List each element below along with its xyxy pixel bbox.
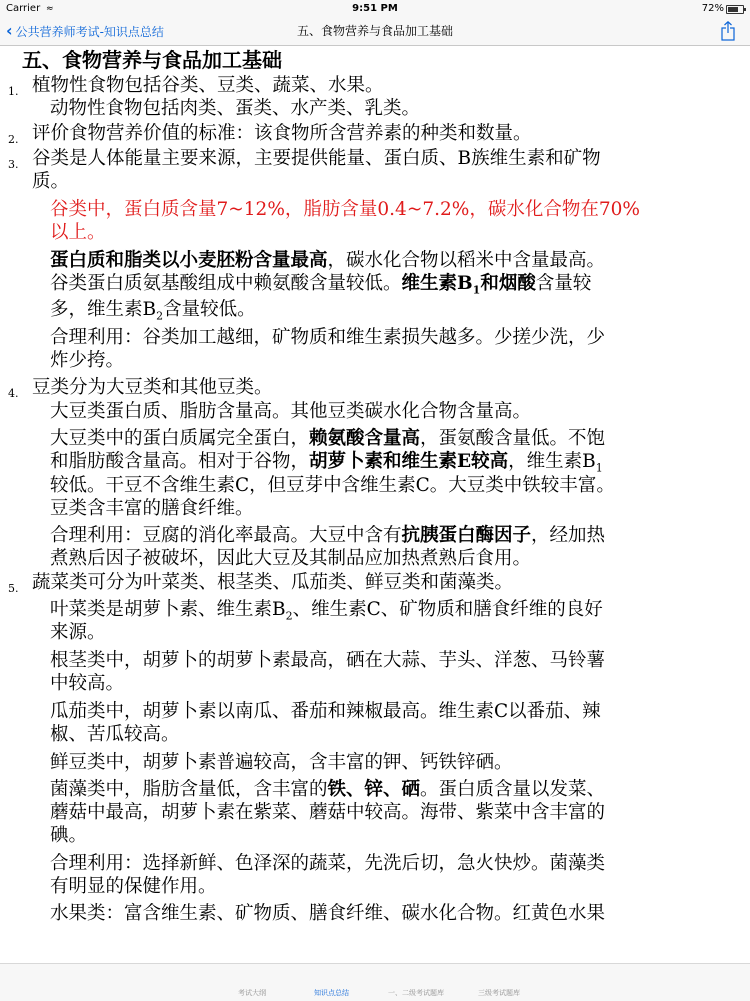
- text-span: 和脂肪酸含量高。相对于谷物，: [50, 451, 310, 472]
- carrier-label: Carrier: [6, 3, 41, 14]
- tab-knowledge-summary[interactable]: 知识点总结: [314, 989, 349, 997]
- text-span: ，碳水化合物以稻米中含量最高。: [327, 250, 606, 271]
- text-span: ，维生素B: [508, 451, 596, 472]
- text-span: 含量较: [535, 273, 592, 294]
- text-span: ，蛋氨酸含量低。不饱: [420, 428, 606, 449]
- text-span: 多，维生素B: [50, 299, 157, 320]
- article-line: 动物性食物包括肉类、蛋类、水产类、乳类。: [50, 98, 421, 119]
- bold-text: 胡萝卜素和维生素E较高: [309, 451, 509, 472]
- article-line: 蘑菇中最高，胡萝卜素在紫菜、蘑菇中较高。海带、紫菜中含丰富的: [50, 802, 606, 823]
- article-line: 鲜豆类中，胡萝卜素普遍较高，含丰富的钾、钙铁锌硒。: [50, 752, 513, 773]
- article-line: 较低。干豆不含维生素C，但豆芽中含维生素C。大豆类中铁较丰富。: [50, 475, 615, 496]
- article-line: 煮熟后因子被破坏，因此大豆及其制品应加热煮熟后食用。: [50, 548, 532, 569]
- bold-text: 铁、锌、硒: [327, 779, 421, 800]
- clock: 9:51 PM: [352, 3, 398, 14]
- article-line: [50, 427, 605, 450]
- list-number: 2.: [8, 133, 19, 146]
- article-line: 有明显的保健作用。: [50, 876, 217, 897]
- battery-icon: [726, 5, 744, 14]
- text-span: 合理利用：豆腐的消化率最高。大豆中含有: [50, 525, 402, 546]
- text-span: 、维生素C、矿物质和膳食纤维的良好: [292, 599, 603, 620]
- subscript: 2: [156, 309, 164, 323]
- subscript: 2: [285, 609, 293, 623]
- article-line: [50, 524, 605, 547]
- text-span: 大豆类中的蛋白质属完全蛋白，: [50, 428, 310, 449]
- list-number: 4.: [8, 387, 19, 400]
- tab-bar: [0, 963, 750, 1001]
- bold-text: 蛋白质和脂类以小麦胚粉含量最高: [50, 250, 328, 271]
- article-line: 谷类是人体能量主要来源，主要提供能量、蛋白质、B族维生素和矿物: [32, 148, 601, 169]
- article-line: [50, 598, 603, 628]
- wifi-icon: ≈: [46, 4, 54, 14]
- article-line: 合理利用：谷类加工越细，矿物质和维生素损失越多。少搓少洗，少: [50, 327, 606, 348]
- share-icon[interactable]: [720, 21, 736, 41]
- article-line: 根茎类中，胡萝卜的胡萝卜素最高，硒在大蒜、芋头、洋葱、马铃薯: [50, 650, 606, 671]
- text-span: 。蛋白质含量以发菜、: [420, 779, 606, 800]
- subscript: 1: [472, 283, 481, 297]
- tab-level-1-2-question-bank[interactable]: 一、二级考试题库: [388, 989, 444, 997]
- subscript: 1: [595, 461, 603, 475]
- article-line: 质。: [32, 171, 70, 192]
- article-line: 大豆类蛋白质、脂肪含量高。其他豆类碳水化合物含量高。: [50, 401, 532, 422]
- article-line: 豆类含丰富的膳食纤维。: [50, 498, 254, 519]
- text-span: 菌藻类中，脂肪含量低，含丰富的: [50, 779, 328, 800]
- bold-text: 和烟酸: [480, 273, 536, 294]
- list-number: 3.: [8, 158, 19, 171]
- text-span: 叶菜类是胡萝卜素、维生素B: [50, 599, 286, 620]
- tab-level-3-question-bank[interactable]: 三级考试题库: [478, 989, 520, 997]
- article-line: 评价食物营养价值的标准：该食物所含营养素的种类和数量。: [32, 123, 532, 144]
- article-line: 水果类：富含维生素、矿物质、膳食纤维、碳水化合物。红黄色水果: [50, 903, 606, 924]
- article-line: [50, 778, 605, 801]
- list-number: 1.: [8, 85, 19, 98]
- highlight-line: 以上。: [50, 222, 106, 243]
- navigation-bar: [0, 18, 750, 46]
- article-line: 来源。: [50, 622, 106, 643]
- article-line: 碘。: [50, 825, 88, 846]
- page-title: 五、食物营养与食品加工基础: [296, 24, 453, 38]
- bold-text: 抗胰蛋白酶因子: [401, 525, 532, 546]
- text-span: ，经加热: [531, 525, 606, 546]
- article-line: 豆类分为大豆类和其他豆类。: [32, 377, 273, 398]
- article-line: [50, 298, 256, 328]
- text-span: 含量较低。: [163, 299, 256, 320]
- article-line: 植物性食物包括谷类、豆类、蔬菜、水果。: [32, 75, 384, 96]
- article-heading: 五、食物营养与食品加工基础: [22, 48, 282, 72]
- back-button-label: 公共营养师考试-知识点总结: [15, 25, 164, 39]
- list-number: 5.: [8, 582, 19, 595]
- tab-exam-outline[interactable]: 考试大纲: [238, 989, 266, 997]
- article-line: 瓜茄类中，胡萝卜素以南瓜、番茄和辣椒最高。维生素C以番茄、辣: [50, 701, 601, 722]
- highlight-line: 谷类中，蛋白质含量7~12%，脂肪含量0.4~7.2%，碳水化合物在70%: [50, 199, 640, 220]
- article-line: 炸少挎。: [50, 350, 125, 371]
- bold-text: 赖氨酸含量高: [309, 428, 421, 449]
- article-line: 合理利用：选择新鲜、色泽深的蔬菜，先洗后切，急火快炒。菌藻类: [50, 853, 606, 874]
- article-line: 椒、苦瓜较高。: [50, 724, 180, 745]
- status-bar: [0, 0, 750, 18]
- article-line: [50, 249, 605, 272]
- chevron-left-icon: ‹: [6, 21, 13, 40]
- text-span: 谷类蛋白质氨基酸组成中赖氨酸含量较低。: [50, 273, 402, 294]
- article-content[interactable]: [0, 46, 750, 963]
- article-line: 中较高。: [50, 673, 125, 694]
- bold-text: 维生素B: [401, 273, 473, 294]
- article-line: 蔬菜类可分为叶菜类、根茎类、瓜茄类、鲜豆类和菌藻类。: [32, 572, 514, 593]
- battery-percent: 72%: [701, 3, 724, 14]
